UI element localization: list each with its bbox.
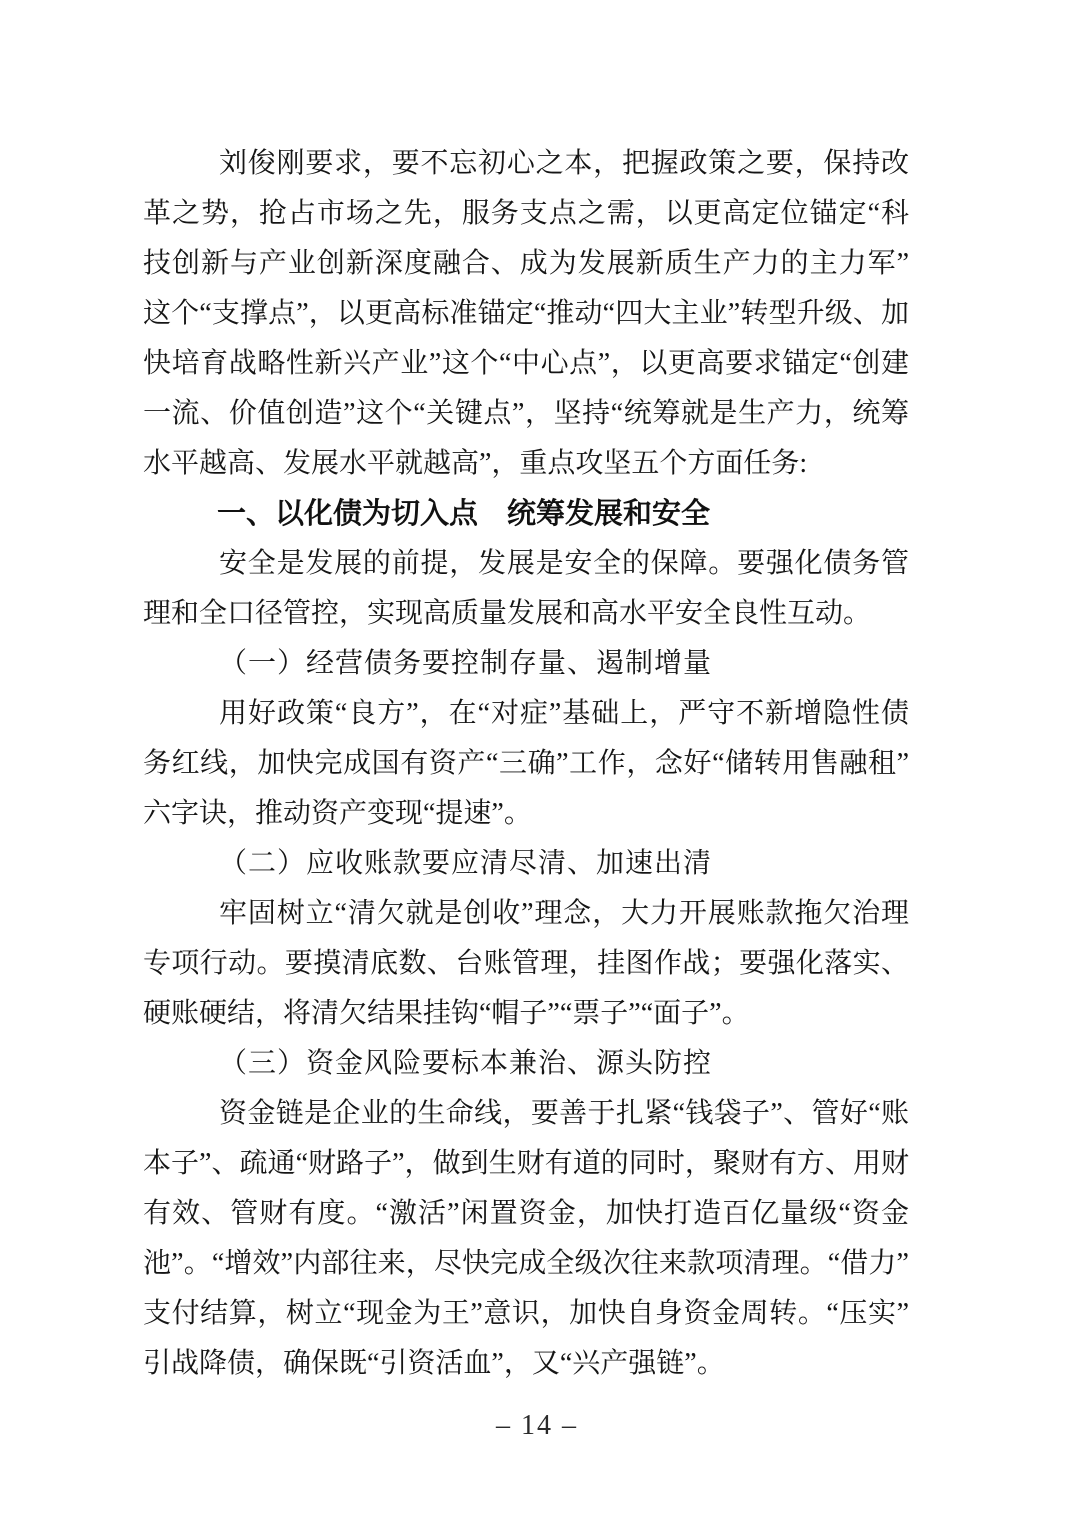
- paragraph-receivables: 牢固树立“清欠就是创收”理念，大力开展账款拖欠治理专项行动。要摸清底数、台账管理，挂图作战；要强化落实、硬账硬结，将清欠结果挂钩“帽子”“票子”“面子”。: [143, 898, 909, 1029]
- sub-heading-3: （三）资金风险要标本兼治、源头防控: [219, 1048, 713, 1079]
- paragraph-capital-risk: 资金链是企业的生命线，要善于扎紧“钱袋子”、管好“账本子”、疏通“财路子”，做到生财有道的同时，聚财有方、用财有效、管财有度。“激活”闲置资金，加快打造百亿量级“资金池”。“增效”内部往来，尽快完成全级次往来款项清理。“借力”支付结算，树立“现金为王”意识，加快自身资金周转。“压实”引战降债，确保既“引资活血”，又“兴产强链”。: [143, 1098, 909, 1379]
- section-heading-1: 一、以化债为切入点 统筹发展和安全: [217, 498, 711, 530]
- sub-heading-2: （二）应收账款要应清尽清、加速出清: [219, 848, 713, 879]
- paragraph-safety: 安全是发展的前提，发展是安全的保障。要强化债务管理和全口径管控，实现高质量发展和高水平安全良性互动。: [143, 548, 909, 629]
- page-number: – 14 –: [496, 1410, 578, 1441]
- document-body: [143, 139, 909, 1389]
- sub-heading-1: （一）经营债务要控制存量、遏制增量: [219, 648, 713, 679]
- paragraph-debt: 用好政策“良方”，在“对症”基础上，严守不新增隐性债务红线，加快完成国有资产“三确”工作，念好“储转用售融租”六字诀，推动资产变现“提速”。: [143, 698, 909, 829]
- paragraph-intro: 刘俊刚要求，要不忘初心之本，把握政策之要，保持改革之势，抢占市场之先，服务支点之需，以更高定位锚定“科技创新与产业创新深度融合、成为发展新质生产力的主力军”这个“支撑点”，以更高标准锚定“推动“四大主业”转型升级、加快培育战略性新兴产业”这个“中心点”，以更高要求锚定“创建一流、价值创造”这个“关键点”，坚持“统筹就是生产力，统筹水平越高、发展水平就越高”，重点攻坚五个方面任务:: [143, 148, 909, 479]
